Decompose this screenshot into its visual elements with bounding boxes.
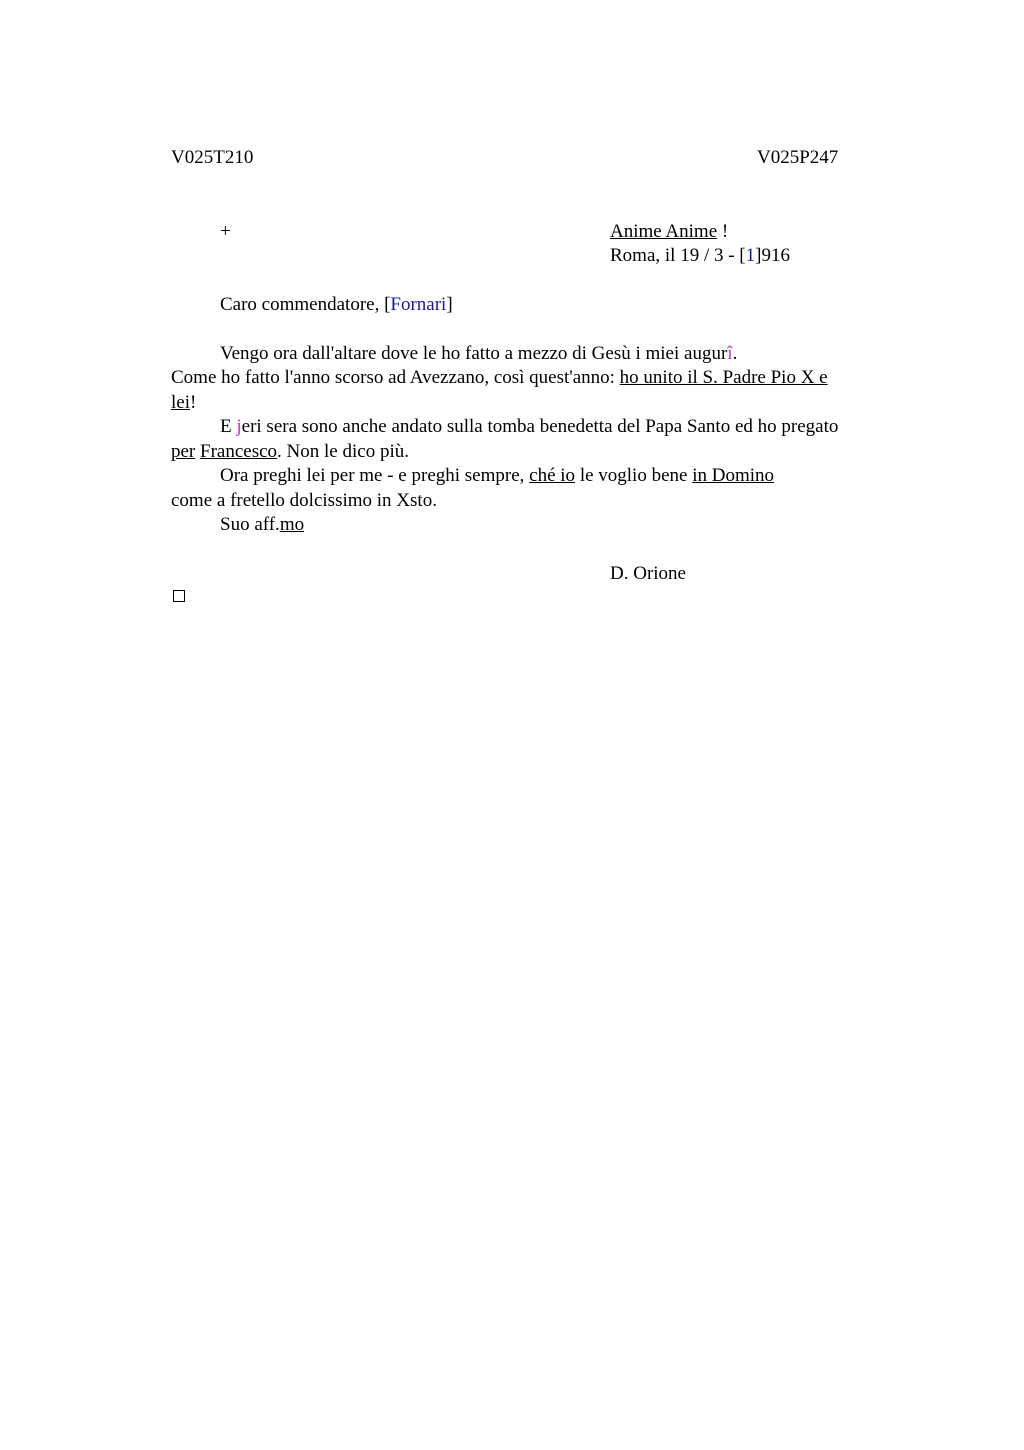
date-prefix: Roma, il 19 / 3 - [ (610, 245, 746, 266)
text-span: le voglio bene (575, 465, 693, 486)
salutation-name-insert: Fornari (390, 294, 447, 315)
checkbox-icon (173, 590, 185, 602)
motto-text: Anime Anime (610, 221, 718, 242)
motto-suffix: ! (717, 221, 729, 242)
salutation-prefix: Caro commendatore, [ (220, 294, 391, 315)
text-span: Come ho fatto l'anno scorso ad Avezzano, così quest'anno: (171, 367, 620, 388)
underlined-text: mo (279, 514, 305, 535)
underlined-text: lei (171, 392, 190, 413)
text-span: eri sera sono anche andato sulla tomba benedetta del Papa Santo ed ho pregato (241, 416, 839, 437)
signature: D. Orione (610, 563, 686, 584)
page-code-right: V025P247 (757, 147, 839, 168)
text-span: . Non le dico più. (277, 441, 409, 462)
text-span: . (732, 343, 738, 364)
salutation (220, 293, 453, 317)
text-span: E (220, 416, 237, 437)
salutation-suffix: ] (446, 294, 453, 315)
paragraph-2-line-1 (220, 415, 838, 439)
text-span: Suo aff. (220, 514, 280, 535)
paragraph-1-line-2 (171, 366, 828, 390)
correction-mark: j (236, 416, 242, 437)
motto (610, 220, 728, 244)
underlined-text: ché io (529, 465, 576, 486)
underlined-text: per (171, 441, 196, 462)
paragraph-1-line-3 (171, 391, 196, 415)
correction-mark: î (727, 343, 733, 364)
text-span: Vengo ora dall'altare dove le ho fatto a mezzo di Gesù i miei augur (220, 343, 728, 364)
paragraph-2-line-2 (171, 440, 409, 464)
underlined-text: ho unito il S. Padre Pio X e (619, 367, 828, 388)
text-span: Ora preghi lei per me - e preghi sempre, (220, 465, 530, 486)
paragraph-1-line-1 (220, 342, 737, 366)
paragraph-3-line-1 (220, 464, 774, 488)
text-span: ! (190, 392, 197, 413)
date-line (610, 244, 790, 268)
paragraph-3-line-2: come a fretello dolcissimo in Xsto. (171, 490, 437, 511)
date-year-insert: 1 (745, 245, 756, 266)
underlined-text: in Domino (692, 465, 775, 486)
cross-symbol: + (220, 221, 231, 242)
closing (220, 513, 304, 537)
date-suffix: ]916 (755, 245, 790, 266)
underlined-text: Francesco (200, 441, 278, 462)
page-code-left: V025T210 (171, 147, 254, 168)
